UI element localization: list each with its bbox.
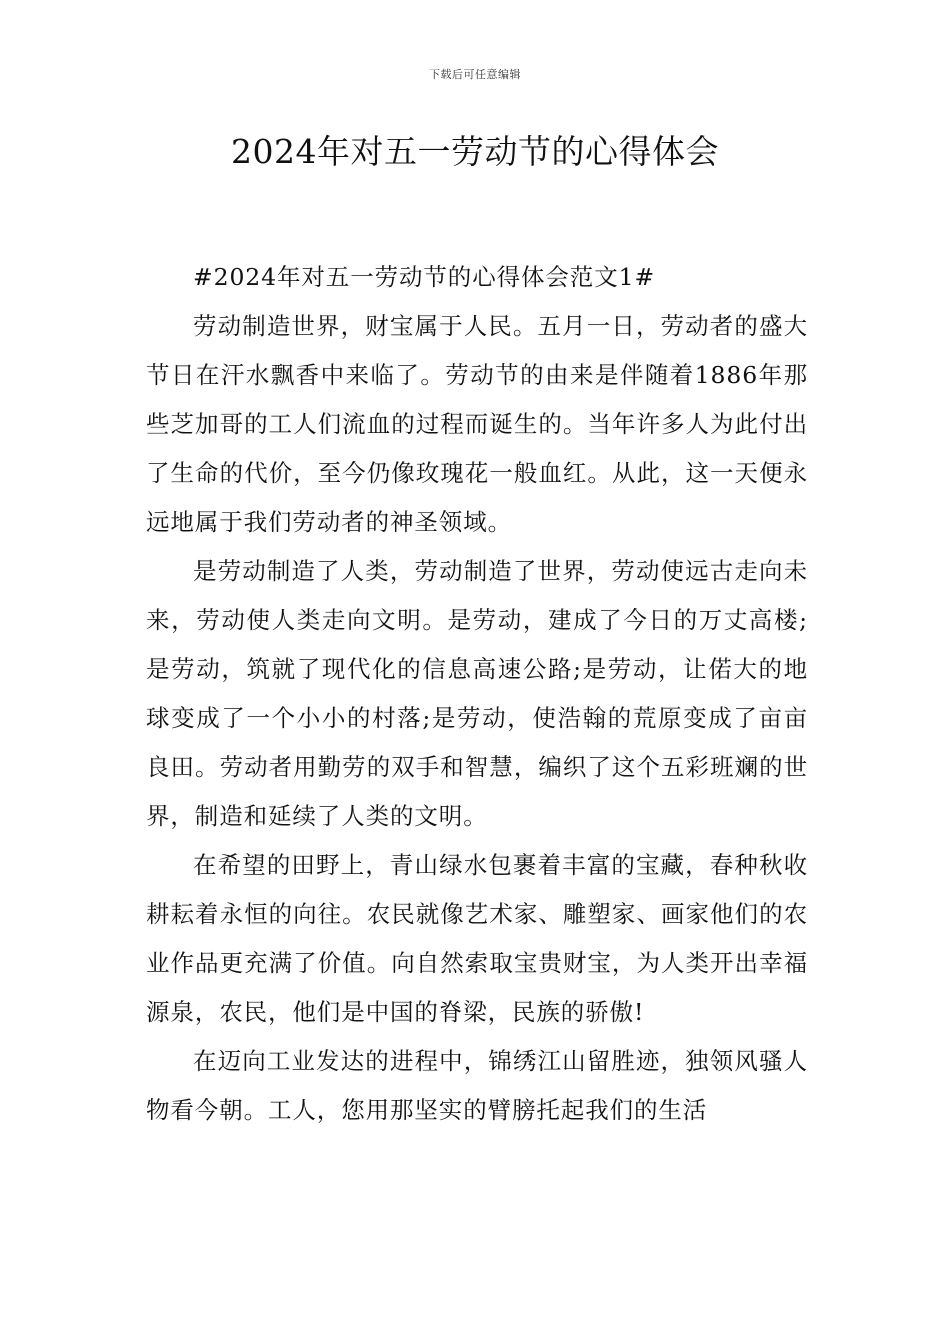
paragraph-4: 在迈向工业发达的进程中，锦绣江山留胜迹，独领风骚人物看今朝。工人，您用那坚实的臂膀托起我们的生活 <box>146 1047 808 1124</box>
header-note: 下载后可任意编辑 <box>429 68 521 81</box>
document-body <box>146 253 808 1135</box>
section-heading: #2024年对五一劳动节的心得体会范文1# <box>193 263 656 291</box>
document-title: 2024年对五一劳动节的心得体会 <box>231 132 719 171</box>
paragraph-1: 劳动制造世界，财宝属于人民。五月一日，劳动者的盛大节日在汗水飘香中来临了。劳动节的由来是伴随着1886年那些芝加哥的工人们流血的过程而诞生的。当年许多人为此付出了生命的代价，至今仍像玫瑰花一般血红。从此，这一天便永远地属于我们劳动者的神圣领域。 <box>146 312 808 536</box>
paragraph-3: 在希望的田野上，青山绿水包裹着丰富的宝藏，春种秋收耕耘着永恒的向往。农民就像艺术家、雕塑家、画家他们的农业作品更充满了价值。向自然索取宝贵财宝，为人类开出幸福源泉，农民，他们是中国的脊梁，民族的骄傲! <box>146 851 808 1026</box>
paragraph-2: 是劳动制造了人类，劳动制造了世界，劳动使远古走向未来，劳动使人类走向文明。是劳动，建成了今日的万丈高楼;是劳动，筑就了现代化的信息高速公路;是劳动，让偌大的地球变成了一个小小的村落;是劳动，使浩翰的荒原变成了亩亩良田。劳动者用勤劳的双手和智慧，编织了这个五彩班斓的世界，制造和延续了人类的文明。 <box>146 557 808 830</box>
